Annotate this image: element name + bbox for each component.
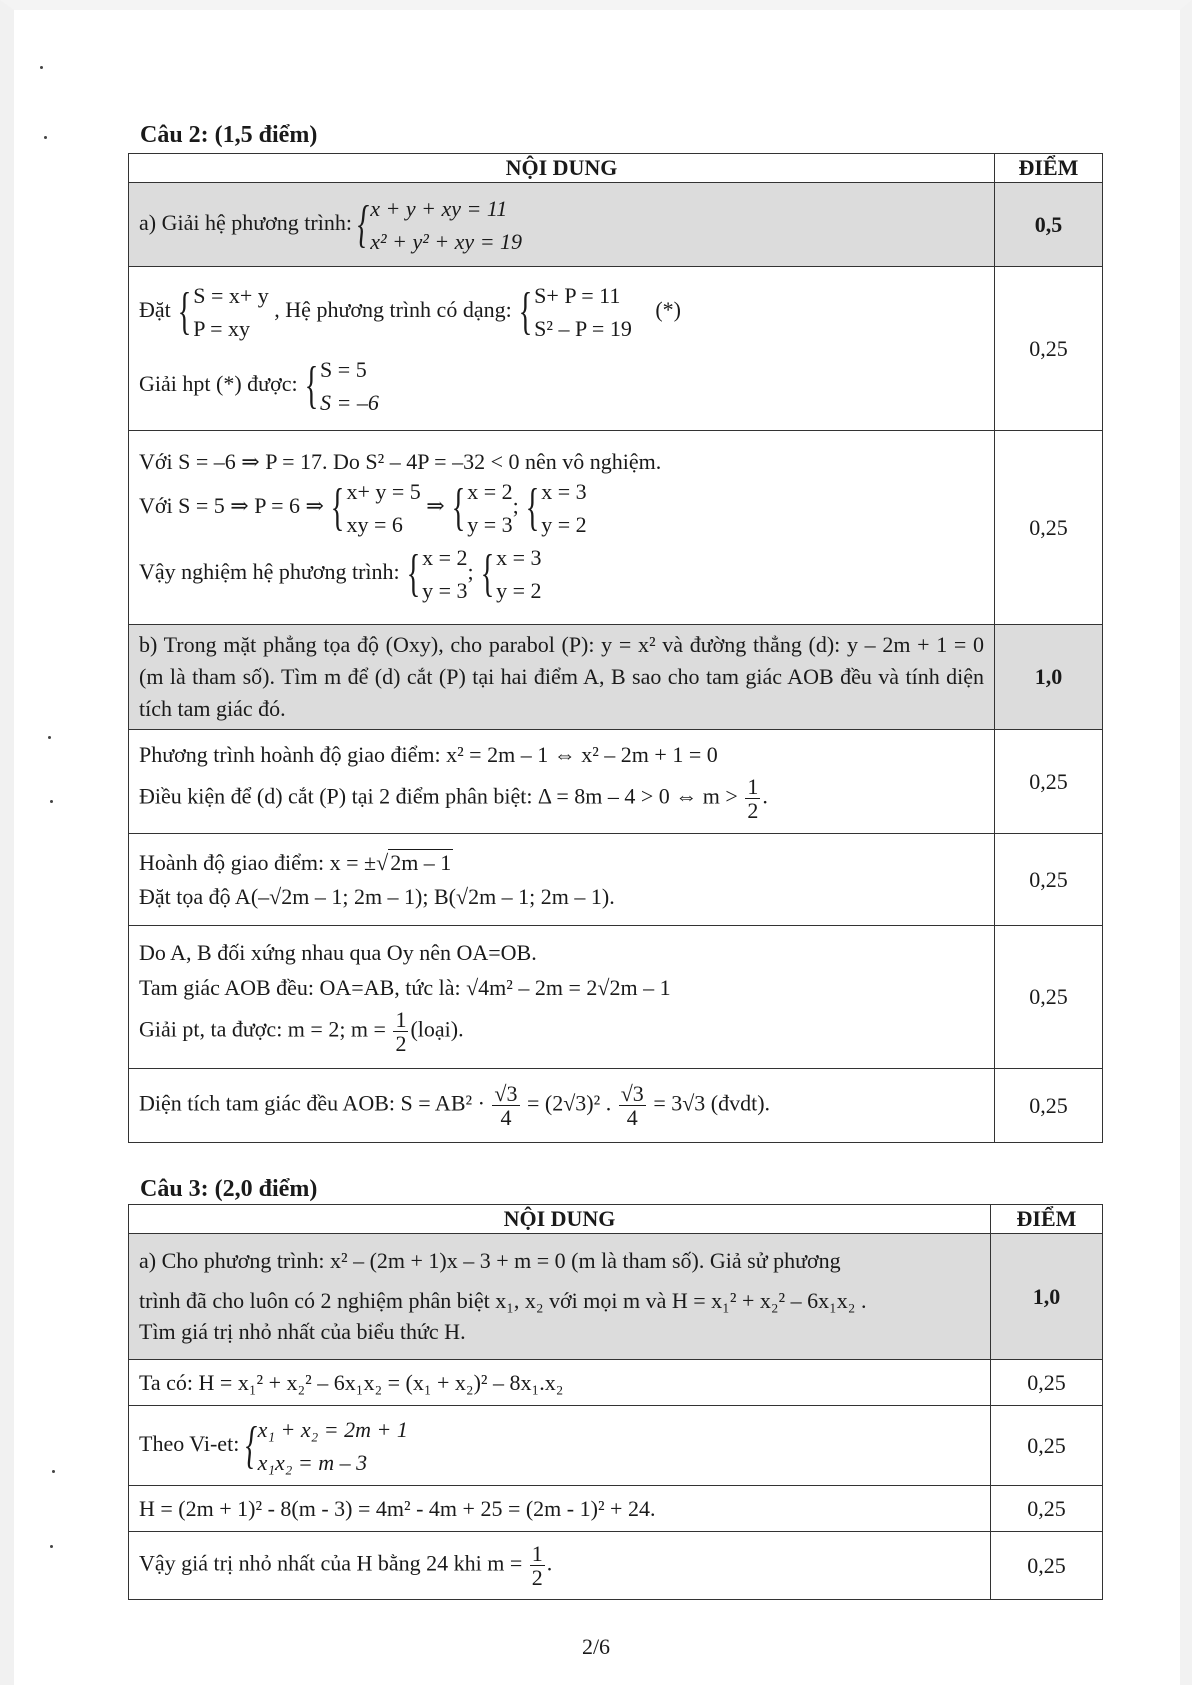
equation: x₁x₂ = m – 3 (257, 1449, 368, 1475)
score-cell: 0,25 (991, 1486, 1103, 1532)
text: Giải pt, ta được: m = 2; m = (139, 1016, 386, 1042)
equation: P = xy (193, 315, 251, 341)
equation: x = 2 (422, 545, 468, 571)
question-3a-row (129, 1234, 1103, 1360)
answer-text (129, 267, 995, 431)
scan-speck (52, 1470, 55, 1473)
score-cell: 0,25 (995, 431, 1103, 625)
column-header-score: ĐIỂM (995, 154, 1103, 183)
equation: y = 3 (467, 512, 513, 538)
text-line: Tìm giá trị nhỏ nhất của biểu thức H. (139, 1319, 466, 1345)
equation: x₁ + x₂ = 2m + 1 (257, 1416, 408, 1442)
text: Đặt (139, 296, 171, 322)
text-line: Do A, B đối xứng nhau qua Oy nên OA=OB. (139, 939, 537, 965)
page-number: 2/6 (581, 1634, 611, 1659)
scan-speck (50, 800, 53, 803)
score-cell: 1,0 (995, 625, 1103, 730)
answer-row (129, 926, 1103, 1069)
text-line: trình đã cho luôn có 2 nghiệm phân biệt x₁, x₂ với mọi m và H = x₁² + x₂² – 6x₁x₂ . (139, 1287, 867, 1313)
answer-text (129, 1532, 991, 1600)
equation: √4m² – 2m = 2√2m – 1 (466, 975, 671, 1001)
question-2a-prefix: a) Giải hệ phương trình: (139, 209, 352, 235)
implies-symbol: ⇒ (426, 493, 445, 519)
numerator: √3 (620, 1080, 644, 1106)
text-line: Phương trình hoành độ giao điểm: x² = 2m – 1 ⇔ x² – 2m + 1 = 0 (139, 742, 718, 768)
text-line: Với S = –6 ⇒ P = 17. Do S² – 4P = –32 < 0 nên vô nghiệm. (139, 448, 662, 474)
score-cell: 0,25 (995, 730, 1103, 834)
column-header-content: NỘI DUNG (129, 1205, 991, 1234)
score-cell: 0,25 (991, 1406, 1103, 1486)
radicand: 2m – 1 (390, 850, 452, 875)
text: Vậy giá trị nhỏ nhất của H bằng 24 khi m = (139, 1550, 523, 1576)
question-3-table (128, 1204, 1103, 1600)
answer-text: Với S = –6 ⇒ P = 17. Do S² – 4P = –32 < 0 nên vô nghiệm. Với S = 5 ⇒ P = 6 ⇒ { x+ y = 5 xy = 6 ⇒ { x = 2 y = 3 ; { x = 3 y = 2 Vậy nghiệm hệ phương trình: { x = 2 y = 3 ; { x = 3 y = 2 (129, 431, 995, 625)
answer-text (129, 834, 995, 926)
fraction (745, 775, 760, 822)
equation: S = 5 (320, 356, 367, 382)
text: . (762, 783, 768, 809)
equation: y = 2 (496, 578, 542, 604)
equation: y = 3 (422, 578, 468, 604)
solution-1: { x = 2 y = 3 (450, 475, 512, 541)
question-2a-row (129, 183, 1103, 267)
answer-row (129, 730, 1103, 834)
text: Tam giác AOB đều: OA=AB, tức là: (139, 975, 461, 1001)
table-header-row (129, 154, 1103, 183)
text-line: a) Cho phương trình: x² – (2m + 1)x – 3 + m = 0 (m là tham số). Giả sử phương (139, 1247, 841, 1273)
column-header-content: NỘI DUNG (129, 154, 995, 183)
equation: x = 2 (467, 479, 513, 505)
answer-text: H = (2m + 1)² - 8(m - 3) = 4m² - 4m + 25 = (2m - 1)² + 24. (129, 1486, 991, 1532)
question-2b-row (129, 625, 1103, 730)
answer-row (129, 1360, 1103, 1406)
final-solution-2: { x = 3 y = 2 (479, 541, 541, 607)
score-cell: 0,25 (995, 834, 1103, 926)
equation: x+ y = 5 (346, 479, 421, 505)
equation: S² – P = 19 (534, 315, 632, 341)
answer-row (129, 1532, 1103, 1600)
question-3-heading: Câu 3: (2,0 điểm) (140, 1176, 318, 1202)
question-2b-text: b) Trong mặt phẳng tọa độ (Oxy), cho parabol (P): y = x² và đường thẳng (d): y – 2m + 1 = 0 (m là tham số). Tìm m để (d) cắt (P) tại hai điểm A, B sao cho tam giác AOB đều và tính diện tích tam giác đó. (129, 625, 995, 730)
scan-speck (50, 1545, 53, 1548)
denominator: 4 (500, 1105, 512, 1130)
answer-text (129, 926, 995, 1069)
text: , Hệ phương trình có dạng: (274, 296, 512, 322)
fraction (393, 1008, 408, 1055)
solution-2: { x = 3 y = 2 (524, 475, 586, 541)
numerator: 1 (747, 773, 759, 799)
text: Hoành độ giao điểm: x = ±√ (139, 850, 389, 875)
numerator: 1 (395, 1006, 407, 1032)
scan-speck (48, 736, 51, 739)
solution-system: { S = 5 S = –6 (303, 353, 379, 419)
system-equations: { x + y + xy = 11 x² + y² + xy = 19 (357, 192, 522, 258)
equation-1: x + y + xy = 11 (370, 195, 508, 221)
denominator: 2 (395, 1031, 407, 1056)
equation-2: x² + y² + xy = 19 (370, 228, 523, 254)
score-cell: 0,25 (991, 1532, 1103, 1600)
denominator: 2 (531, 1565, 543, 1590)
answer-text (129, 1406, 991, 1486)
answer-row (129, 1486, 1103, 1532)
fraction (492, 1082, 519, 1129)
text: Điều kiện để (d) cắt (P) tại 2 điểm phân biệt: Δ = 8m – 4 > 0 ⇔ m > (139, 783, 738, 809)
table-header-row (129, 1205, 1103, 1234)
vieta-system: { x₁ + x₂ = 2m + 1 x₁x₂ = m – 3 (245, 1413, 408, 1479)
numerator: 1 (531, 1540, 543, 1566)
score-cell: 0,25 (995, 267, 1103, 431)
answer-text: Ta có: H = x₁² + x₂² – 6x₁x₂ = (x₁ + x₂)² – 8x₁.x₂ (129, 1360, 991, 1406)
text: (loại). (410, 1016, 464, 1042)
text: Diện tích tam giác đều AOB: S = AB² · (139, 1090, 485, 1116)
column-header-score: ĐIỂM (991, 1205, 1103, 1234)
answer-row (129, 834, 1103, 926)
denominator: 4 (626, 1105, 638, 1130)
system: { x+ y = 5 xy = 6 (329, 475, 420, 541)
transformed-system: { S+ P = 11 S² – P = 19 (517, 279, 632, 345)
score-cell: 0,25 (991, 1360, 1103, 1406)
text: Với S = 5 ⇒ P = 6 ⇒ (139, 493, 324, 519)
text: = (2√3)² . (527, 1090, 612, 1116)
question-3a-text (129, 1234, 991, 1360)
substitution-system: { S = x+ y P = xy (176, 279, 269, 345)
scan-speck (40, 66, 43, 69)
equation: S = x+ y (193, 282, 269, 308)
scan-speck (44, 136, 47, 139)
text: Giải hpt (*) được: (139, 370, 298, 396)
equation: x = 3 (541, 479, 587, 505)
score-cell: 0,25 (995, 1069, 1103, 1143)
question-2-table (128, 153, 1103, 1143)
answer-text (129, 1069, 995, 1143)
fraction (530, 1542, 545, 1589)
final-solution-1: { x = 2 y = 3 (405, 541, 467, 607)
answer-text (129, 730, 995, 834)
score-cell: 1,0 (991, 1234, 1103, 1360)
fraction (619, 1082, 646, 1129)
answer-row (129, 267, 1103, 431)
text: . (546, 1550, 553, 1576)
score-cell: 0,5 (995, 183, 1103, 267)
equation: S+ P = 11 (534, 282, 621, 308)
equation: xy = 6 (346, 512, 403, 538)
equation: y = 2 (541, 512, 587, 538)
answer-row (129, 1069, 1103, 1143)
text-line: Đặt tọa độ A(–√2m – 1; 2m – 1); B(√2m – 1; 2m – 1). (139, 883, 615, 909)
equation: x = 3 (496, 545, 542, 571)
answer-row (129, 1406, 1103, 1486)
denominator: 2 (747, 797, 759, 823)
text: = 3√3 (đvdt). (653, 1090, 771, 1116)
question-2-heading: Câu 2: (1,5 điểm) (140, 122, 318, 148)
question-2a-text (129, 183, 995, 267)
numerator: √3 (494, 1080, 518, 1106)
text: Vậy nghiệm hệ phương trình: (139, 559, 400, 585)
equation: S = –6 (320, 389, 379, 415)
star-marker: (*) (655, 296, 681, 322)
answer-row (129, 431, 1103, 625)
text: Theo Vi-et: (139, 1430, 240, 1456)
score-cell: 0,25 (995, 926, 1103, 1069)
